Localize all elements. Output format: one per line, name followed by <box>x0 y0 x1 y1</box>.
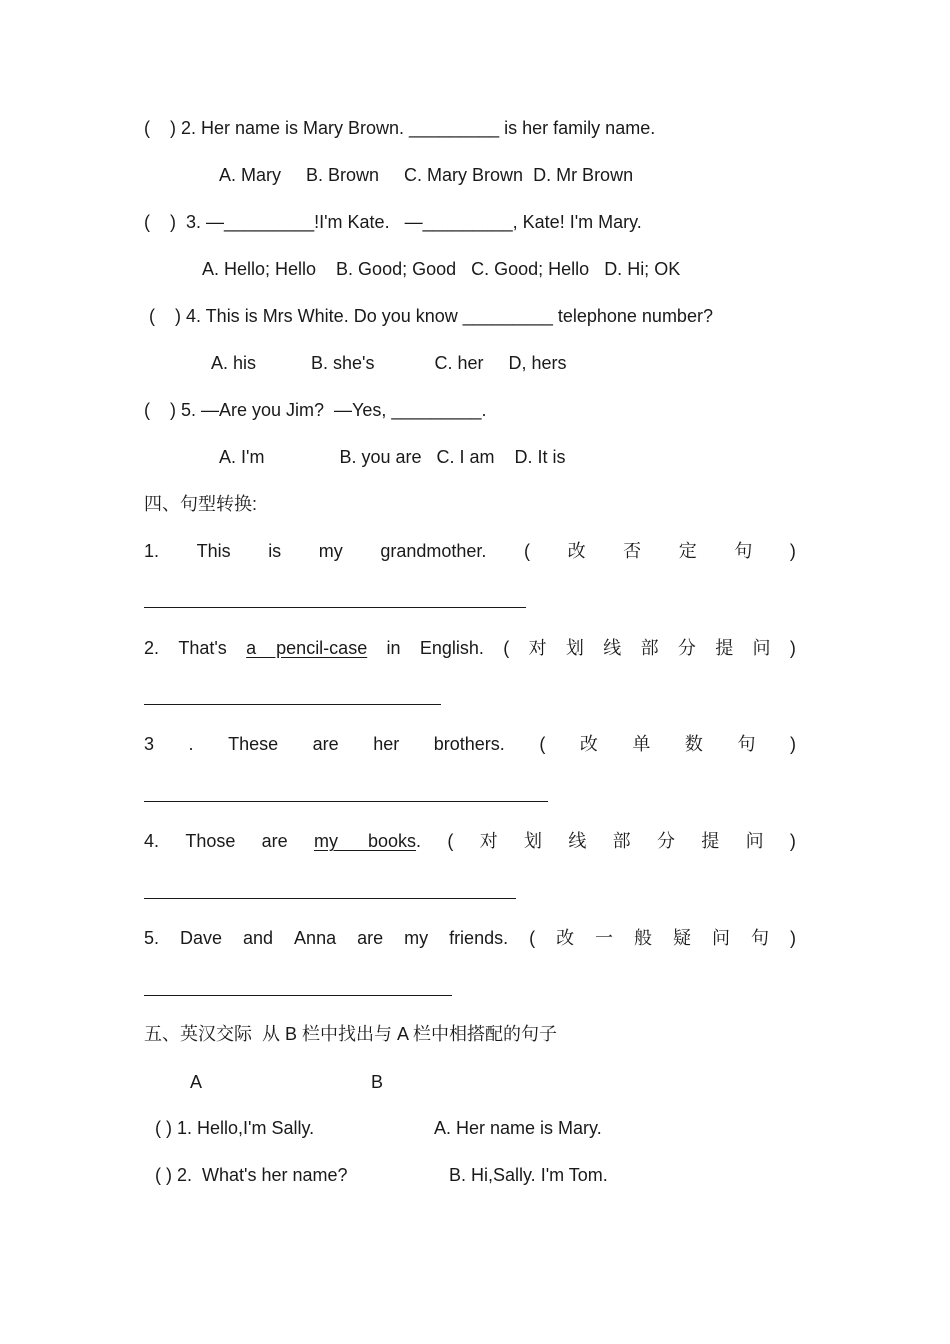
question-5-options: A. I'm B. you are C. I am D. It is <box>219 447 566 467</box>
answer-line-3[interactable] <box>144 801 548 802</box>
instruction-char: 数 <box>684 734 703 754</box>
column-a-header: A <box>190 1072 203 1092</box>
answer-line-1[interactable] <box>144 607 526 608</box>
instruction-char: 单 <box>632 734 651 754</box>
answer-line-2[interactable] <box>144 704 441 705</box>
sentence-word: Those <box>185 831 236 851</box>
instruction-char: 改 <box>556 928 575 948</box>
question-3-stem: ( ) 3. —_________!I'm Kate. —_________, Kate! I'm Mary. <box>144 212 642 232</box>
instruction-char: 线 <box>603 638 622 658</box>
instruction-char: 对 <box>528 638 547 658</box>
sentence-word: are <box>261 831 288 851</box>
sentence-word: Anna <box>294 928 337 948</box>
sentence-word: friends. <box>449 928 509 948</box>
answer-line-5[interactable] <box>144 995 452 996</box>
question-3-options: A. Hello; Hello B. Good; Good C. Good; Hello D. Hi; OK <box>202 259 681 279</box>
question-2-stem: ( ) 2. Her name is Mary Brown. _________ is her family name. <box>144 118 656 138</box>
instruction-char: ) <box>789 541 796 561</box>
sentence-word: my <box>318 541 343 561</box>
sentence-word: That's <box>178 638 227 658</box>
sentence-number: 4. <box>144 831 160 851</box>
instruction-char: ) <box>789 928 796 948</box>
instruction-char: 提 <box>715 638 734 658</box>
instruction-char: 一 <box>595 928 614 948</box>
match-a-2: ( ) 2. What's her name? <box>155 1165 348 1185</box>
instruction-char: 句 <box>734 541 753 561</box>
transform-sentence-1 <box>144 540 796 562</box>
instruction-char: ( <box>539 734 546 754</box>
instruction-char: ) <box>789 734 796 754</box>
transform-sentence-2 <box>144 637 796 659</box>
answer-line-4[interactable] <box>144 898 516 899</box>
underlined-phrase: a pencil-case <box>246 638 368 658</box>
question-5-stem: ( ) 5. —Are you Jim? —Yes, _________. <box>144 400 487 420</box>
sentence-number: 2. <box>144 638 160 658</box>
underlined-phrase: my books <box>314 831 417 851</box>
instruction-char: 问 <box>752 638 771 658</box>
sentence-word: in <box>386 638 401 658</box>
instruction-char: 般 <box>634 928 653 948</box>
instruction-char: ( <box>524 541 530 561</box>
instruction-char: ( <box>447 831 454 851</box>
instruction-char: 问 <box>712 928 730 948</box>
instruction-char: 定 <box>678 541 697 561</box>
match-a-1: ( ) 1. Hello,I'm Sally. <box>155 1118 315 1138</box>
instruction-char: 分 <box>677 638 696 658</box>
instruction-char: 部 <box>640 638 659 658</box>
instruction-char: ( <box>503 638 510 658</box>
sentence-word: English. <box>419 638 484 658</box>
sentence-number: 1. <box>144 541 160 561</box>
instruction-char: 对 <box>479 831 498 851</box>
sentence-word: is <box>268 541 282 561</box>
sentence-word: brothers. <box>433 734 505 754</box>
match-b-2: B. Hi,Sally. I'm Tom. <box>449 1165 608 1185</box>
column-b-header: B <box>371 1072 384 1092</box>
sentence-word: This <box>196 541 231 561</box>
instruction-char: 划 <box>524 831 542 851</box>
sentence-word: my <box>404 928 429 948</box>
question-4-options: A. his B. she's C. her D, hers <box>211 353 567 373</box>
instruction-char: 划 <box>565 638 584 658</box>
sentence-word: grandmother. <box>380 541 487 561</box>
instruction-char: ( <box>529 928 536 948</box>
instruction-char: 疑 <box>673 928 692 948</box>
question-2-options: A. Mary B. Brown C. Mary Brown D. Mr Brown <box>219 165 634 185</box>
instruction-char: 改 <box>579 734 598 754</box>
instruction-char: 分 <box>656 831 675 851</box>
sentence-word: These <box>228 734 279 754</box>
sentence-word: are <box>357 928 384 948</box>
section-5-title: 五、英汉交际 从 B 栏中找出与 A 栏中相搭配的句子 <box>144 1024 558 1044</box>
match-b-1: A. Her name is Mary. <box>434 1118 602 1138</box>
instruction-char: 句 <box>750 928 769 948</box>
question-4-stem: ( ) 4. This is Mrs White. Do you know _________ telephone number? <box>144 306 713 326</box>
instruction-char: 线 <box>568 831 587 851</box>
instruction-char: ) <box>789 638 796 658</box>
transform-sentence-5 <box>144 927 796 949</box>
sentence-number: 5. <box>144 928 160 948</box>
transform-sentence-3 <box>144 733 796 755</box>
sentence-word: Dave <box>180 928 223 948</box>
sentence-period: . <box>416 831 422 851</box>
sentence-word: her <box>373 734 400 754</box>
instruction-char: 部 <box>612 831 631 851</box>
instruction-char: ) <box>789 831 796 851</box>
sentence-number: 3 <box>144 734 155 754</box>
sentence-word: are <box>312 734 339 754</box>
instruction-char: 句 <box>737 734 756 754</box>
sentence-number-dot: . <box>188 734 194 754</box>
section-4-title: 四、句型转换: <box>144 494 258 514</box>
instruction-char: 问 <box>745 831 764 851</box>
instruction-char: 提 <box>701 831 720 851</box>
sentence-word: and <box>243 928 274 948</box>
instruction-char: 否 <box>623 541 642 561</box>
instruction-char: 改 <box>567 541 586 561</box>
transform-sentence-4 <box>144 830 796 852</box>
